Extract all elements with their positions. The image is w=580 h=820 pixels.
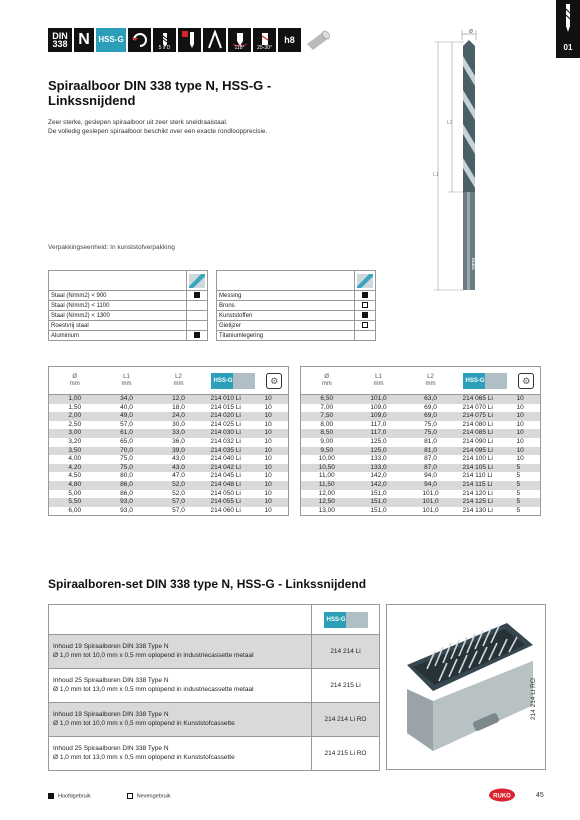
feature-icon-strip bbox=[48, 28, 331, 52]
cell-l2: 87,0 bbox=[405, 464, 457, 473]
cell-diameter: 12,50 bbox=[301, 498, 353, 507]
cell-l1: 70,0 bbox=[101, 447, 153, 456]
cell-l2: 43,0 bbox=[172, 455, 185, 463]
cell-l1: 151,0 bbox=[370, 506, 387, 514]
table-row bbox=[49, 438, 289, 447]
table-row bbox=[301, 464, 541, 473]
cylindrical-shank-icon bbox=[303, 28, 331, 52]
l2-label: L2 bbox=[447, 120, 453, 126]
cell-l1: 57,0 bbox=[120, 420, 133, 428]
left-hand-cut-icon bbox=[128, 28, 151, 52]
cell-pack: 10 bbox=[516, 403, 524, 411]
cell-pack: 10 bbox=[264, 437, 272, 445]
cell-diameter: 2,00 bbox=[49, 412, 101, 421]
cell-l1: 34,0 bbox=[101, 395, 153, 404]
secondary-use-icon bbox=[362, 302, 368, 308]
cassette-photo bbox=[386, 604, 546, 770]
cell-l2: 47,0 bbox=[172, 472, 185, 480]
ruko-logo bbox=[488, 788, 516, 802]
cell-pack: 5 bbox=[516, 506, 521, 514]
cell-article: 214 010 Li bbox=[205, 395, 261, 404]
col-pack bbox=[261, 367, 289, 395]
cell-l1: 75,0 bbox=[101, 464, 153, 473]
cell-l2: 75,0 bbox=[424, 420, 437, 428]
cell-l2: 12,0 bbox=[153, 395, 205, 404]
set-description: Inhoud 19 Spiraalboren DIN 338 Type N Ø 1,0 mm tot 10,0 mm x 0,5 mm oplopend in Kunststofcassette bbox=[49, 703, 312, 737]
cell-diameter: 3,20 bbox=[68, 437, 82, 445]
cell-l1: 125,0 bbox=[353, 447, 405, 456]
cell-l2: 43,0 bbox=[153, 464, 205, 473]
cell-l1: 109,0 bbox=[370, 403, 387, 411]
cell-l2: 52,0 bbox=[172, 489, 185, 497]
cell-pack: 10 bbox=[264, 455, 272, 463]
cell-article: 214 042 Li bbox=[205, 464, 261, 473]
cell-pack: 10 bbox=[261, 481, 289, 490]
set-row bbox=[49, 635, 380, 669]
material-label: Titaniumlegering bbox=[217, 331, 355, 341]
cell-article: 214 055 Li bbox=[205, 498, 261, 507]
chapter-tab bbox=[556, 0, 580, 58]
col-diameter: Ø mm bbox=[49, 367, 101, 395]
set-article-number: 214 214 Li RO bbox=[312, 703, 380, 737]
table-row bbox=[49, 412, 289, 421]
empty-square-icon bbox=[127, 793, 133, 799]
material-label: Messing bbox=[217, 291, 355, 301]
hss-g-mini-icon bbox=[189, 274, 205, 288]
cell-pack: 10 bbox=[513, 395, 541, 404]
cell-article: 214 040 Li bbox=[210, 455, 241, 463]
cell-l2: 69,0 bbox=[405, 412, 457, 421]
cell-diameter: 7,50 bbox=[301, 412, 353, 421]
legend-secondary: Nevengebruik bbox=[127, 793, 171, 799]
page-number: 45 bbox=[536, 792, 544, 799]
set-description: Inhoud 19 Spiraalboren DIN 338 Type N Ø 1,0 mm tot 10,0 mm x 0,5 mm oplopend in industriecassette metaal bbox=[49, 635, 312, 669]
cell-article: 214 100 Li bbox=[462, 455, 493, 463]
material-label: Gietijzer bbox=[217, 321, 355, 331]
cell-diameter: 11,50 bbox=[301, 481, 353, 490]
din-icon: DIN 338 bbox=[48, 28, 72, 52]
table-row bbox=[49, 429, 289, 438]
legend-main: Hoofdgebruik bbox=[48, 793, 91, 799]
cell-article: 214 120 Li bbox=[462, 489, 493, 497]
cell-pack: 10 bbox=[261, 395, 289, 404]
cell-l2: 33,0 bbox=[153, 429, 205, 438]
cell-diameter: 10,50 bbox=[301, 464, 353, 473]
cell-diameter: 1,50 bbox=[68, 403, 82, 411]
table-row bbox=[49, 404, 289, 413]
cell-pack: 10 bbox=[261, 498, 289, 507]
set-article-number: 214 215 Li bbox=[312, 669, 380, 703]
cell-diameter: 1,00 bbox=[49, 395, 101, 404]
cell-l1: 61,0 bbox=[101, 429, 153, 438]
chapter-number: 01 bbox=[563, 43, 573, 52]
cell-l1: 86,0 bbox=[120, 489, 133, 497]
table-row bbox=[49, 447, 289, 456]
col-article bbox=[205, 367, 261, 395]
col-diameter: Ø mm bbox=[301, 367, 353, 395]
set-description: Inhoud 25 Spiraalboren DIN 338 Type N Ø 1,0 mm tot 13,0 mm x 0,5 mm oplopend in industriecassette metaal bbox=[49, 669, 312, 703]
table-row bbox=[301, 490, 541, 499]
cell-l2: 18,0 bbox=[172, 403, 185, 411]
photo-article-label: 214 214 Li RO bbox=[530, 678, 537, 720]
cell-article: 214 065 Li bbox=[457, 395, 513, 404]
cell-article: 214 080 Li bbox=[462, 420, 493, 428]
set-table bbox=[48, 604, 380, 771]
cell-article: 214 032 Li bbox=[210, 437, 241, 445]
secondary-use-icon bbox=[362, 322, 368, 328]
table-row bbox=[49, 395, 289, 404]
cell-l2: 24,0 bbox=[153, 412, 205, 421]
cell-article: 214 115 Li bbox=[457, 481, 513, 490]
cell-l1: 142,0 bbox=[353, 481, 405, 490]
cell-pack: 5 bbox=[513, 481, 541, 490]
cell-pack: 10 bbox=[513, 412, 541, 421]
cell-article: 214 105 Li bbox=[457, 464, 513, 473]
cell-article: 214 025 Li bbox=[210, 420, 241, 428]
cell-l2: 101,0 bbox=[422, 489, 439, 497]
table-row bbox=[49, 472, 289, 481]
cell-article: 214 048 Li bbox=[205, 481, 261, 490]
cell-l1: 75,0 bbox=[120, 455, 133, 463]
hss-g-icon: HSS-G bbox=[463, 373, 507, 389]
table-row bbox=[301, 421, 541, 430]
table-row bbox=[301, 498, 541, 507]
cell-pack: 10 bbox=[264, 472, 272, 480]
type-n-drill-icon bbox=[178, 28, 201, 52]
cell-diameter: 6,00 bbox=[68, 506, 82, 514]
table-row bbox=[301, 412, 541, 421]
cell-pack: 10 bbox=[264, 506, 272, 514]
material-label: Staal (N/mm2) < 1300 bbox=[49, 311, 187, 321]
filled-square-icon bbox=[48, 793, 54, 799]
length-5xd-icon: 5 x D bbox=[153, 28, 176, 52]
table-row bbox=[301, 429, 541, 438]
cell-l2: 87,0 bbox=[424, 455, 437, 463]
material-label: Kunststoffen bbox=[217, 311, 355, 321]
cell-pack: 10 bbox=[516, 455, 524, 463]
table-row bbox=[49, 507, 289, 516]
diameter-label: Ø bbox=[469, 29, 473, 35]
cell-article: 214 070 Li bbox=[462, 403, 493, 411]
set-article-number: 214 215 Li RO bbox=[312, 737, 380, 771]
size-table-left bbox=[48, 366, 289, 516]
material-row bbox=[49, 331, 208, 341]
cell-l2: 36,0 bbox=[172, 437, 185, 445]
cell-pack: 10 bbox=[516, 437, 524, 445]
set-title: Spiraalboren-set DIN 338 type N, HSS-G - Linkssnijdend bbox=[48, 577, 367, 591]
table-row bbox=[301, 404, 541, 413]
material-label: Staal (N/mm2) < 900 bbox=[49, 291, 187, 301]
cell-l1: 151,0 bbox=[370, 489, 387, 497]
table-row bbox=[301, 507, 541, 516]
cell-pack: 5 bbox=[516, 472, 521, 480]
cell-article: 214 050 Li bbox=[210, 489, 241, 497]
hss-g-icon: HSS-G bbox=[324, 612, 368, 628]
cell-l2: 57,0 bbox=[172, 506, 185, 514]
cell-l2: 101,0 bbox=[422, 506, 439, 514]
materials-table-left bbox=[48, 270, 208, 341]
cell-l1: 142,0 bbox=[370, 472, 387, 480]
col-l2: L2 mm bbox=[153, 367, 205, 395]
cell-article: 214 075 Li bbox=[457, 412, 513, 421]
cell-l2: 101,0 bbox=[405, 498, 457, 507]
cell-pack: 10 bbox=[261, 412, 289, 421]
cell-article: 214 060 Li bbox=[210, 506, 241, 514]
table-row bbox=[49, 421, 289, 430]
cell-l2: 52,0 bbox=[153, 481, 205, 490]
cell-diameter: 3,50 bbox=[49, 447, 101, 456]
cell-diameter: 5,50 bbox=[49, 498, 101, 507]
cell-pack: 10 bbox=[261, 447, 289, 456]
cell-article: 214 020 Li bbox=[205, 412, 261, 421]
material-row bbox=[217, 301, 376, 311]
cell-l2: 94,0 bbox=[405, 481, 457, 490]
cell-diameter: 8,00 bbox=[320, 420, 334, 428]
hss-g-mini-icon bbox=[357, 274, 373, 288]
point-angle-118-icon: 118° bbox=[228, 28, 251, 52]
material-row bbox=[217, 321, 376, 331]
cell-l1: 86,0 bbox=[101, 481, 153, 490]
hss-g-icon: HSS-G bbox=[211, 373, 255, 389]
cell-pack: 10 bbox=[264, 489, 272, 497]
cell-pack: 5 bbox=[513, 464, 541, 473]
cell-pack: 10 bbox=[513, 429, 541, 438]
cell-article: 214 045 Li bbox=[210, 472, 241, 480]
cell-article: 214 085 Li bbox=[457, 429, 513, 438]
main-use-icon bbox=[362, 312, 368, 318]
cell-diameter: 13,00 bbox=[318, 506, 335, 514]
cell-diameter: 4,00 bbox=[68, 455, 82, 463]
cell-l1: 93,0 bbox=[101, 498, 153, 507]
material-row bbox=[217, 291, 376, 301]
table-row bbox=[301, 447, 541, 456]
cell-diameter: 4,20 bbox=[49, 464, 101, 473]
cell-diameter: 7,00 bbox=[320, 403, 334, 411]
cell-diameter: 6,50 bbox=[301, 395, 353, 404]
col-l2: L2 mm bbox=[405, 367, 457, 395]
package-icon: ⚙ bbox=[266, 373, 282, 389]
cell-article: 214 125 Li bbox=[457, 498, 513, 507]
col-article bbox=[457, 367, 513, 395]
cell-l1: 117,0 bbox=[353, 429, 405, 438]
table-row bbox=[49, 481, 289, 490]
cell-l1: 40,0 bbox=[120, 403, 133, 411]
set-row bbox=[49, 703, 380, 737]
svg-text:RUKO: RUKO bbox=[493, 793, 511, 800]
col-l1: L1 mm bbox=[101, 367, 153, 395]
material-label: Staal (N/mm2) < 1100 bbox=[49, 301, 187, 311]
table-row bbox=[301, 472, 541, 481]
cell-article: 214 110 Li bbox=[462, 472, 493, 480]
cell-article: 214 130 Li bbox=[462, 506, 493, 514]
cell-l1: 109,0 bbox=[353, 412, 405, 421]
cell-pack: 5 bbox=[513, 498, 541, 507]
table-row bbox=[301, 438, 541, 447]
drill-tab-icon bbox=[556, 0, 580, 40]
col-l1: L1 mm bbox=[353, 367, 405, 395]
cell-l2: 81,0 bbox=[405, 447, 457, 456]
cell-diameter: 4,80 bbox=[49, 481, 101, 490]
cell-article: 214 015 Li bbox=[210, 403, 241, 411]
cell-l1: 117,0 bbox=[370, 420, 387, 428]
material-row bbox=[217, 311, 376, 321]
table-row bbox=[301, 455, 541, 464]
table-row bbox=[301, 481, 541, 490]
material-row bbox=[49, 321, 208, 331]
l1-label: L1 bbox=[433, 172, 439, 178]
material-label: Roestvrij staal bbox=[49, 321, 187, 331]
helix-angle-icon: 25-30° bbox=[253, 28, 276, 52]
cell-l2: 63,0 bbox=[405, 395, 457, 404]
cell-diameter: 3,00 bbox=[49, 429, 101, 438]
cell-l1: 101,0 bbox=[353, 395, 405, 404]
cell-l1: 133,0 bbox=[370, 455, 387, 463]
split-point-icon bbox=[203, 28, 226, 52]
cell-pack: 10 bbox=[516, 420, 524, 428]
cell-l2: 57,0 bbox=[153, 498, 205, 507]
cell-l2: 81,0 bbox=[424, 437, 437, 445]
cell-diameter: 11,00 bbox=[318, 472, 335, 480]
legend bbox=[48, 793, 171, 799]
cell-diameter: 12,00 bbox=[318, 489, 335, 497]
col-pack bbox=[513, 367, 541, 395]
cell-article: 214 035 Li bbox=[205, 447, 261, 456]
table-row bbox=[49, 490, 289, 499]
cell-pack: 10 bbox=[261, 464, 289, 473]
table-row bbox=[49, 464, 289, 473]
cell-pack: 10 bbox=[261, 429, 289, 438]
cell-diameter: 4,50 bbox=[68, 472, 82, 480]
cell-diameter: 9,00 bbox=[320, 437, 334, 445]
table-row bbox=[49, 455, 289, 464]
hss-g-icon: HSS-G bbox=[96, 28, 126, 52]
cell-article: 214 090 Li bbox=[462, 437, 493, 445]
cell-pack: 10 bbox=[264, 420, 272, 428]
materials-table-right bbox=[216, 270, 376, 341]
set-description: Inhoud 25 Spiraalboren DIN 338 Type N Ø 1,0 mm tot 13,0 mm x 0,5 mm oplopend in Kunststofcassette bbox=[49, 737, 312, 771]
cell-l1: 125,0 bbox=[370, 437, 387, 445]
cell-l2: 30,0 bbox=[172, 420, 185, 428]
size-table-right bbox=[300, 366, 541, 516]
product-title: Spiraalboor DIN 338 type N, HSS-G - Linkssnijdend bbox=[48, 78, 272, 108]
material-row bbox=[49, 311, 208, 321]
material-row bbox=[217, 331, 376, 341]
cell-l2: 94,0 bbox=[424, 472, 437, 480]
cell-diameter: 5,00 bbox=[68, 489, 82, 497]
set-row bbox=[49, 669, 380, 703]
table-row bbox=[301, 395, 541, 404]
cell-diameter: 2,50 bbox=[68, 420, 82, 428]
cell-article: 214 095 Li bbox=[457, 447, 513, 456]
cell-l1: 93,0 bbox=[120, 506, 133, 514]
material-row bbox=[49, 291, 208, 301]
cell-pack: 5 bbox=[516, 489, 521, 497]
cell-diameter: 10,00 bbox=[318, 455, 335, 463]
material-row bbox=[49, 301, 208, 311]
drill-brand-label: RUKO bbox=[471, 258, 476, 270]
cell-l1: 49,0 bbox=[101, 412, 153, 421]
main-use-icon bbox=[194, 292, 200, 298]
cell-diameter: 8,50 bbox=[301, 429, 353, 438]
cell-l2: 39,0 bbox=[153, 447, 205, 456]
main-use-icon bbox=[194, 332, 200, 338]
table-row bbox=[49, 498, 289, 507]
main-use-icon bbox=[362, 292, 368, 298]
cell-l1: 151,0 bbox=[353, 498, 405, 507]
cell-l2: 69,0 bbox=[424, 403, 437, 411]
set-row bbox=[49, 737, 380, 771]
packaging-unit: Verpakkingseenheid: In kunststofverpakking bbox=[48, 244, 175, 251]
drill-drawing bbox=[430, 28, 490, 298]
cell-diameter: 9,50 bbox=[301, 447, 353, 456]
cell-l1: 80,0 bbox=[120, 472, 133, 480]
tolerance-h8-icon: h8 bbox=[278, 28, 301, 52]
cell-article: 214 030 Li bbox=[205, 429, 261, 438]
cell-l1: 65,0 bbox=[120, 437, 133, 445]
type-n-icon: N bbox=[74, 28, 94, 52]
package-icon: ⚙ bbox=[518, 373, 534, 389]
cell-pack: 10 bbox=[513, 447, 541, 456]
material-label: Aluminium bbox=[49, 331, 187, 341]
material-label: Brons bbox=[217, 301, 355, 311]
cell-l2: 75,0 bbox=[405, 429, 457, 438]
cell-pack: 10 bbox=[264, 403, 272, 411]
cell-l1: 133,0 bbox=[353, 464, 405, 473]
set-article-number: 214 214 Li bbox=[312, 635, 380, 669]
product-description: Zeer sterke, geslepen spiraalboor uit zeer sterk sneldraaistaal. De volledig geslepen spiraalboor beschikt over een exacte rondloopprecisie. bbox=[48, 119, 268, 135]
